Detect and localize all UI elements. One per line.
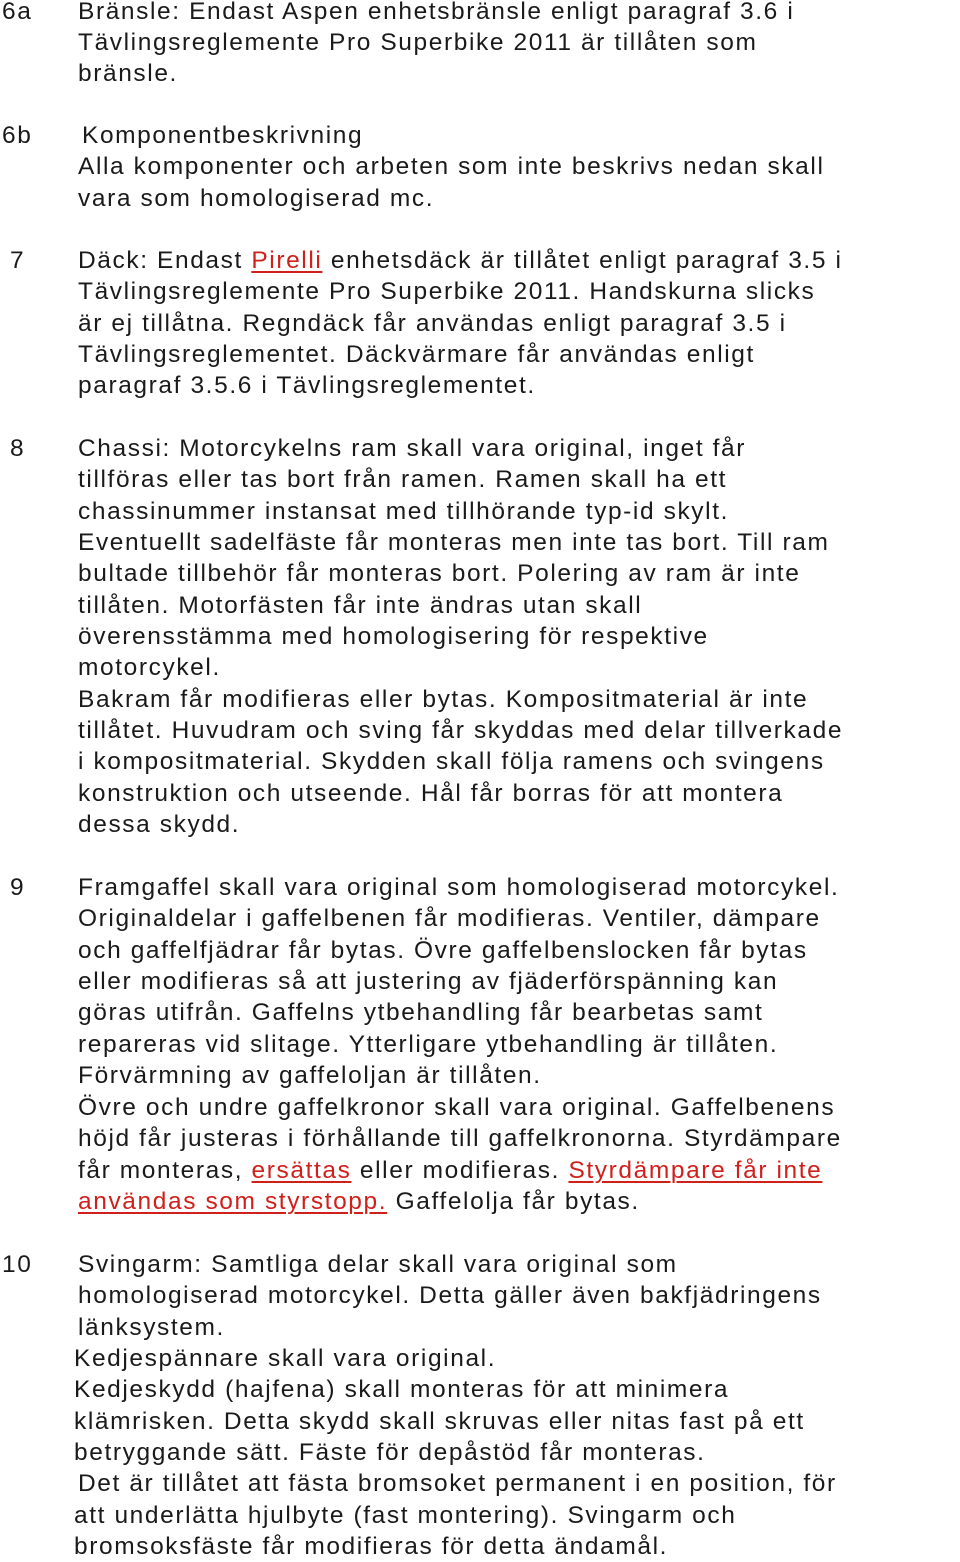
text-run: får monteras,: [78, 1157, 252, 1184]
text-run: Däck: Endast: [78, 247, 252, 274]
text-line: [78, 1156, 822, 1186]
section-number: 6a: [2, 0, 33, 25]
text-line: Svingarm: Samtliga delar skall vara original som: [78, 1251, 678, 1278]
text-line: repareras vid slitage. Ytterligare ytbehandling är tillåten.: [78, 1031, 779, 1058]
text-line: betryggande sätt. Fäste för depåstöd får monteras.: [74, 1439, 706, 1466]
text-line: överensstämma med homologisering för respektive: [78, 623, 709, 650]
text-line: motorcykel.: [78, 654, 221, 681]
text-line: chassinummer instansat med tillhörande typ-id skylt.: [78, 498, 730, 525]
text-line: paragraf 3.5.6 i Tävlingsreglementet.: [78, 372, 536, 399]
text-line: Originaldelar i gaffelbenen får modifieras. Ventiler, dämpare: [78, 905, 821, 932]
text-line: Det är tillåtet att fästa bromsoket permanent i en position, för: [78, 1470, 837, 1497]
text-line: Framgaffel skall vara original som homologiserad motorcykel.: [78, 874, 840, 901]
text-line: dessa skydd.: [78, 811, 241, 838]
pirelli-link[interactable]: Pirelli: [251, 247, 323, 274]
text-line: Bränsle: Endast Aspen enhetsbränsle enligt paragraf 3.6 i: [78, 0, 795, 25]
text-run: enhetsdäck är tillåtet enligt paragraf 3.5 i: [322, 247, 843, 274]
text-run: Gaffelolja får bytas.: [387, 1188, 640, 1215]
text-line: Kedjespännare skall vara original.: [74, 1345, 497, 1372]
styrdampare-link[interactable]: Styrdämpare får inte: [568, 1157, 823, 1184]
text-line: bromsoksfäste får modifieras för detta ändamål.: [74, 1533, 669, 1560]
section-heading: Komponentbeskrivning: [82, 122, 364, 149]
text-line: Tävlingsreglemente Pro Superbike 2011 är tillåten som: [78, 29, 758, 56]
text-line: tillföras eller tas bort från ramen. Ramen skall ha ett: [78, 466, 728, 493]
text-line: höjd får justeras i förhållande till gaffelkronorna. Styrdämpare: [78, 1125, 842, 1152]
section-number: 8: [10, 435, 26, 462]
text-line: Övre och undre gaffelkronor skall vara original. Gaffelbenens: [78, 1094, 836, 1121]
text-line: tillåtet. Huvudram och sving får skyddas med delar tillverkade: [78, 717, 844, 744]
text-line: Förvärmning av gaffeloljan är tillåten.: [78, 1062, 542, 1089]
text-line: Kedjeskydd (hajfena) skall monteras för att minimera: [74, 1376, 730, 1403]
text-line: vara som homologiserad mc.: [78, 185, 435, 212]
styrstopp-link[interactable]: användas som styrstopp.: [78, 1188, 388, 1215]
section-number: 10: [2, 1251, 33, 1278]
section-number: 6b: [2, 122, 33, 149]
text-line: tillåten. Motorfästen får inte ändras utan skall: [78, 592, 643, 619]
text-line: bultade tillbehör får monteras bort. Polering av ram är inte: [78, 560, 801, 587]
text-line: bränsle.: [78, 60, 178, 87]
text-line: Tävlingsreglemente Pro Superbike 2011. Handskurna slicks: [78, 278, 816, 305]
text-line: konstruktion och utseende. Hål får borras för att montera: [78, 780, 784, 807]
text-line: Eventuellt sadelfäste får monteras men inte tas bort. Till ram: [78, 529, 830, 556]
section-number: 9: [10, 874, 26, 901]
text-line: göras utifrån. Gaffelns ytbehandling får bearbetas samt: [78, 999, 764, 1026]
text-line: Chassi: Motorcykelns ram skall vara original, inget får: [78, 435, 747, 462]
text-line: eller modifieras så att justering av fjäderförspänning kan: [78, 968, 779, 995]
text-run: eller modifieras.: [351, 1157, 569, 1184]
text-line: homologiserad motorcykel. Detta gäller även bakfjädringens: [78, 1282, 822, 1309]
section-number: 7: [10, 247, 26, 274]
text-line: Tävlingsreglementet. Däckvärmare får användas enligt: [78, 341, 755, 368]
text-line: i kompositmaterial. Skydden skall följa ramens och svingens: [78, 748, 825, 775]
text-line: länksystem.: [78, 1314, 225, 1341]
text-line: [78, 246, 843, 276]
text-line: [78, 1187, 640, 1217]
text-line: Bakram får modifieras eller bytas. Kompositmaterial är inte: [78, 686, 809, 713]
text-line: att underlätta hjulbyte (fast montering). Svingarm och: [74, 1502, 737, 1529]
text-line: är ej tillåtna. Regndäck får användas enligt paragraf 3.5 i: [78, 310, 787, 337]
text-line: Alla komponenter och arbeten som inte beskrivs nedan skall: [78, 153, 825, 180]
text-line: och gaffelfjädrar får bytas. Övre gaffelbenslocken får bytas: [78, 937, 808, 964]
text-line: klämrisken. Detta skydd skall skruvas eller nitas fast på ett: [74, 1408, 805, 1435]
ersattas-link[interactable]: ersättas: [251, 1157, 352, 1184]
